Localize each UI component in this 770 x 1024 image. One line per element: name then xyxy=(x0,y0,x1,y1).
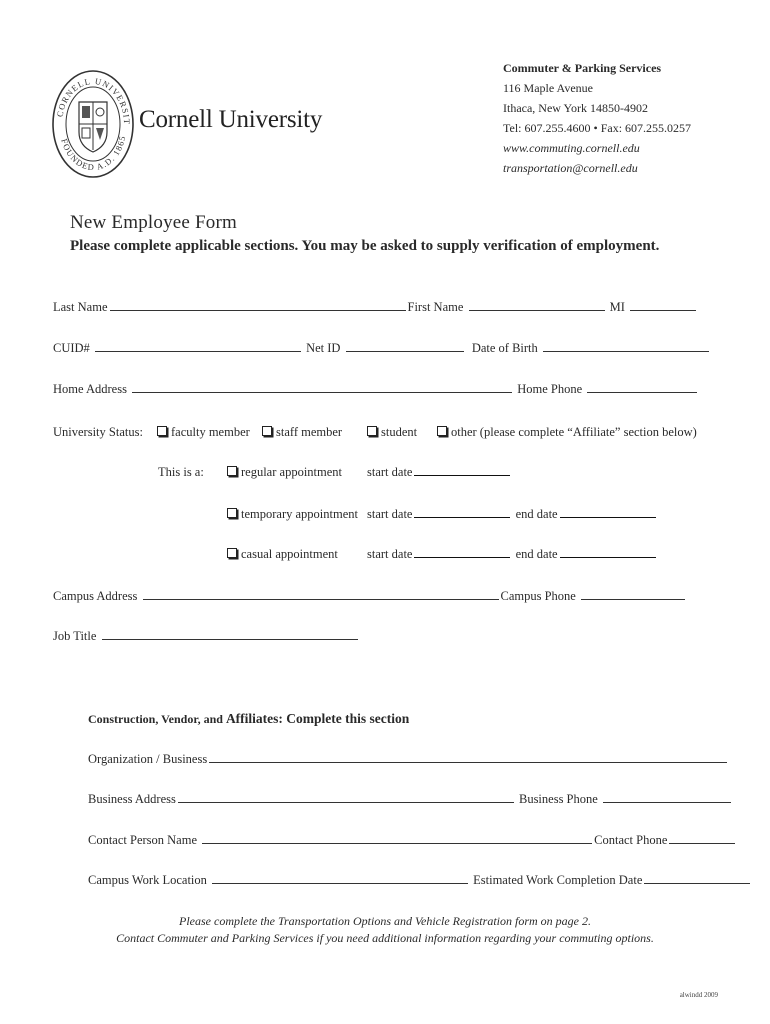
seal-text-bottom: FOUNDED A.D. 1865 xyxy=(59,134,128,173)
staff-checkbox[interactable] xyxy=(262,426,272,436)
email-link[interactable]: transportation@cornell.edu xyxy=(503,161,638,175)
netid-field[interactable] xyxy=(346,350,464,352)
affiliates-section-title xyxy=(88,710,409,728)
form-subtitle: Please complete applicable sections. You may be asked to supply verification of employment. xyxy=(70,238,660,254)
status-student-option[interactable] xyxy=(367,425,417,440)
footer-note-line-2: Contact Commuter and Parking Services if you need additional information regarding your commuting options. xyxy=(116,931,654,945)
job-title-field[interactable] xyxy=(102,638,358,640)
work-location-row xyxy=(88,873,752,888)
campus-phone-label: Campus Phone xyxy=(500,589,576,603)
staff-label: staff member xyxy=(276,425,343,439)
first-name-label: First Name xyxy=(407,300,464,314)
mi-field[interactable] xyxy=(630,309,696,311)
business-phone-label: Business Phone xyxy=(518,792,598,806)
phone-fax: Tel: 607.255.4600 • Fax: 607.255.0257 xyxy=(503,121,692,135)
casual-dates xyxy=(367,547,658,562)
business-phone-field[interactable] xyxy=(603,801,731,803)
address-line-2: Ithaca, New York 14850-4902 xyxy=(503,101,648,115)
student-checkbox[interactable] xyxy=(367,426,377,436)
footer-note-line-1: Please complete the Transportation Options and Vehicle Registration form on page 2. xyxy=(179,914,591,928)
cuid-field[interactable] xyxy=(95,350,301,352)
casual-appointment-option[interactable] xyxy=(227,547,338,562)
home-address-label: Home Address xyxy=(53,382,127,396)
last-name-label: Last Name xyxy=(53,300,108,314)
contact-person-field[interactable] xyxy=(202,842,592,844)
temporary-end-label: end date xyxy=(515,507,558,521)
status-staff-option[interactable] xyxy=(262,425,342,440)
temporary-dates xyxy=(367,507,658,522)
campus-address-row xyxy=(53,589,687,604)
cornell-seal-logo xyxy=(52,62,134,182)
regular-start-label: start date xyxy=(367,465,413,479)
university-status-label: University Status: xyxy=(53,425,143,439)
form-code: alwindd 2009 xyxy=(679,991,718,999)
other-label: other (please complete “Affiliate” section below) xyxy=(451,425,697,439)
temporary-start-label: start date xyxy=(367,507,413,521)
status-other-option[interactable] xyxy=(437,425,697,440)
netid-label: Net ID xyxy=(306,341,341,355)
other-checkbox[interactable] xyxy=(437,426,447,436)
casual-label: casual appointment xyxy=(241,547,338,561)
footer-note xyxy=(0,913,770,947)
campus-address-field[interactable] xyxy=(143,598,499,600)
form-title: New Employee Form xyxy=(70,212,237,233)
status-faculty-option[interactable] xyxy=(157,425,250,440)
last-name-field[interactable] xyxy=(110,309,406,311)
this-is-a-label: This is a: xyxy=(158,465,204,479)
job-title-label: Job Title xyxy=(53,629,97,643)
dob-label: Date of Birth xyxy=(471,341,538,355)
temporary-label: temporary appointment xyxy=(241,507,358,521)
cuid-label: CUID# xyxy=(53,341,90,355)
casual-checkbox[interactable] xyxy=(227,548,237,558)
office-contact-block xyxy=(503,58,691,178)
completion-date-field[interactable] xyxy=(644,882,750,884)
dob-field[interactable] xyxy=(543,350,709,352)
business-address-field[interactable] xyxy=(178,801,514,803)
regular-label: regular appointment xyxy=(241,465,343,479)
temporary-end-field[interactable] xyxy=(560,516,656,518)
organization-row xyxy=(88,752,729,767)
business-address-row xyxy=(88,792,733,807)
job-title-row xyxy=(53,629,360,644)
office-name: Commuter & Parking Services xyxy=(503,61,662,75)
faculty-label: faculty member xyxy=(171,425,250,439)
faculty-checkbox[interactable] xyxy=(157,426,167,436)
casual-end-field[interactable] xyxy=(560,556,656,558)
work-location-field[interactable] xyxy=(212,882,468,884)
affiliates-title-a: Construction, Vendor, and xyxy=(88,712,226,726)
website-link[interactable]: www.commuting.cornell.edu xyxy=(503,141,640,155)
contact-phone-field[interactable] xyxy=(669,842,735,844)
campus-phone-field[interactable] xyxy=(581,598,685,600)
completion-date-label: Estimated Work Completion Date xyxy=(473,873,643,887)
organization-field[interactable] xyxy=(209,761,727,763)
casual-end-label: end date xyxy=(515,547,558,561)
work-location-label: Campus Work Location xyxy=(88,873,207,887)
contact-person-label: Contact Person Name xyxy=(88,833,198,847)
id-row xyxy=(53,341,711,356)
regular-dates xyxy=(367,465,512,480)
temporary-start-field[interactable] xyxy=(414,516,510,518)
organization-label: Organization / Business xyxy=(88,752,208,766)
business-address-label: Business Address xyxy=(88,792,176,806)
home-phone-field[interactable] xyxy=(587,391,697,393)
mi-label: MI xyxy=(609,300,625,314)
contact-person-row xyxy=(88,833,737,848)
casual-start-field[interactable] xyxy=(414,556,510,558)
temporary-appointment-option[interactable] xyxy=(227,507,358,522)
temporary-checkbox[interactable] xyxy=(227,508,237,518)
campus-address-label: Campus Address xyxy=(53,589,138,603)
home-phone-label: Home Phone xyxy=(517,382,583,396)
regular-appointment-option[interactable] xyxy=(227,465,342,480)
name-row xyxy=(53,300,698,315)
contact-phone-label: Contact Phone xyxy=(594,833,668,847)
regular-start-field[interactable] xyxy=(414,474,510,476)
home-address-field[interactable] xyxy=(132,391,512,393)
regular-checkbox[interactable] xyxy=(227,466,237,476)
first-name-field[interactable] xyxy=(469,309,605,311)
casual-start-label: start date xyxy=(367,547,413,561)
affiliates-title-b: Affiliates: Complete this section xyxy=(225,711,410,726)
seal-text-top: CORNELL UNIVERSIT xyxy=(54,75,133,126)
student-label: student xyxy=(381,425,418,439)
university-wordmark: Cornell University xyxy=(139,106,323,133)
address-line-1: 116 Maple Avenue xyxy=(503,81,593,95)
home-address-row xyxy=(53,382,699,397)
